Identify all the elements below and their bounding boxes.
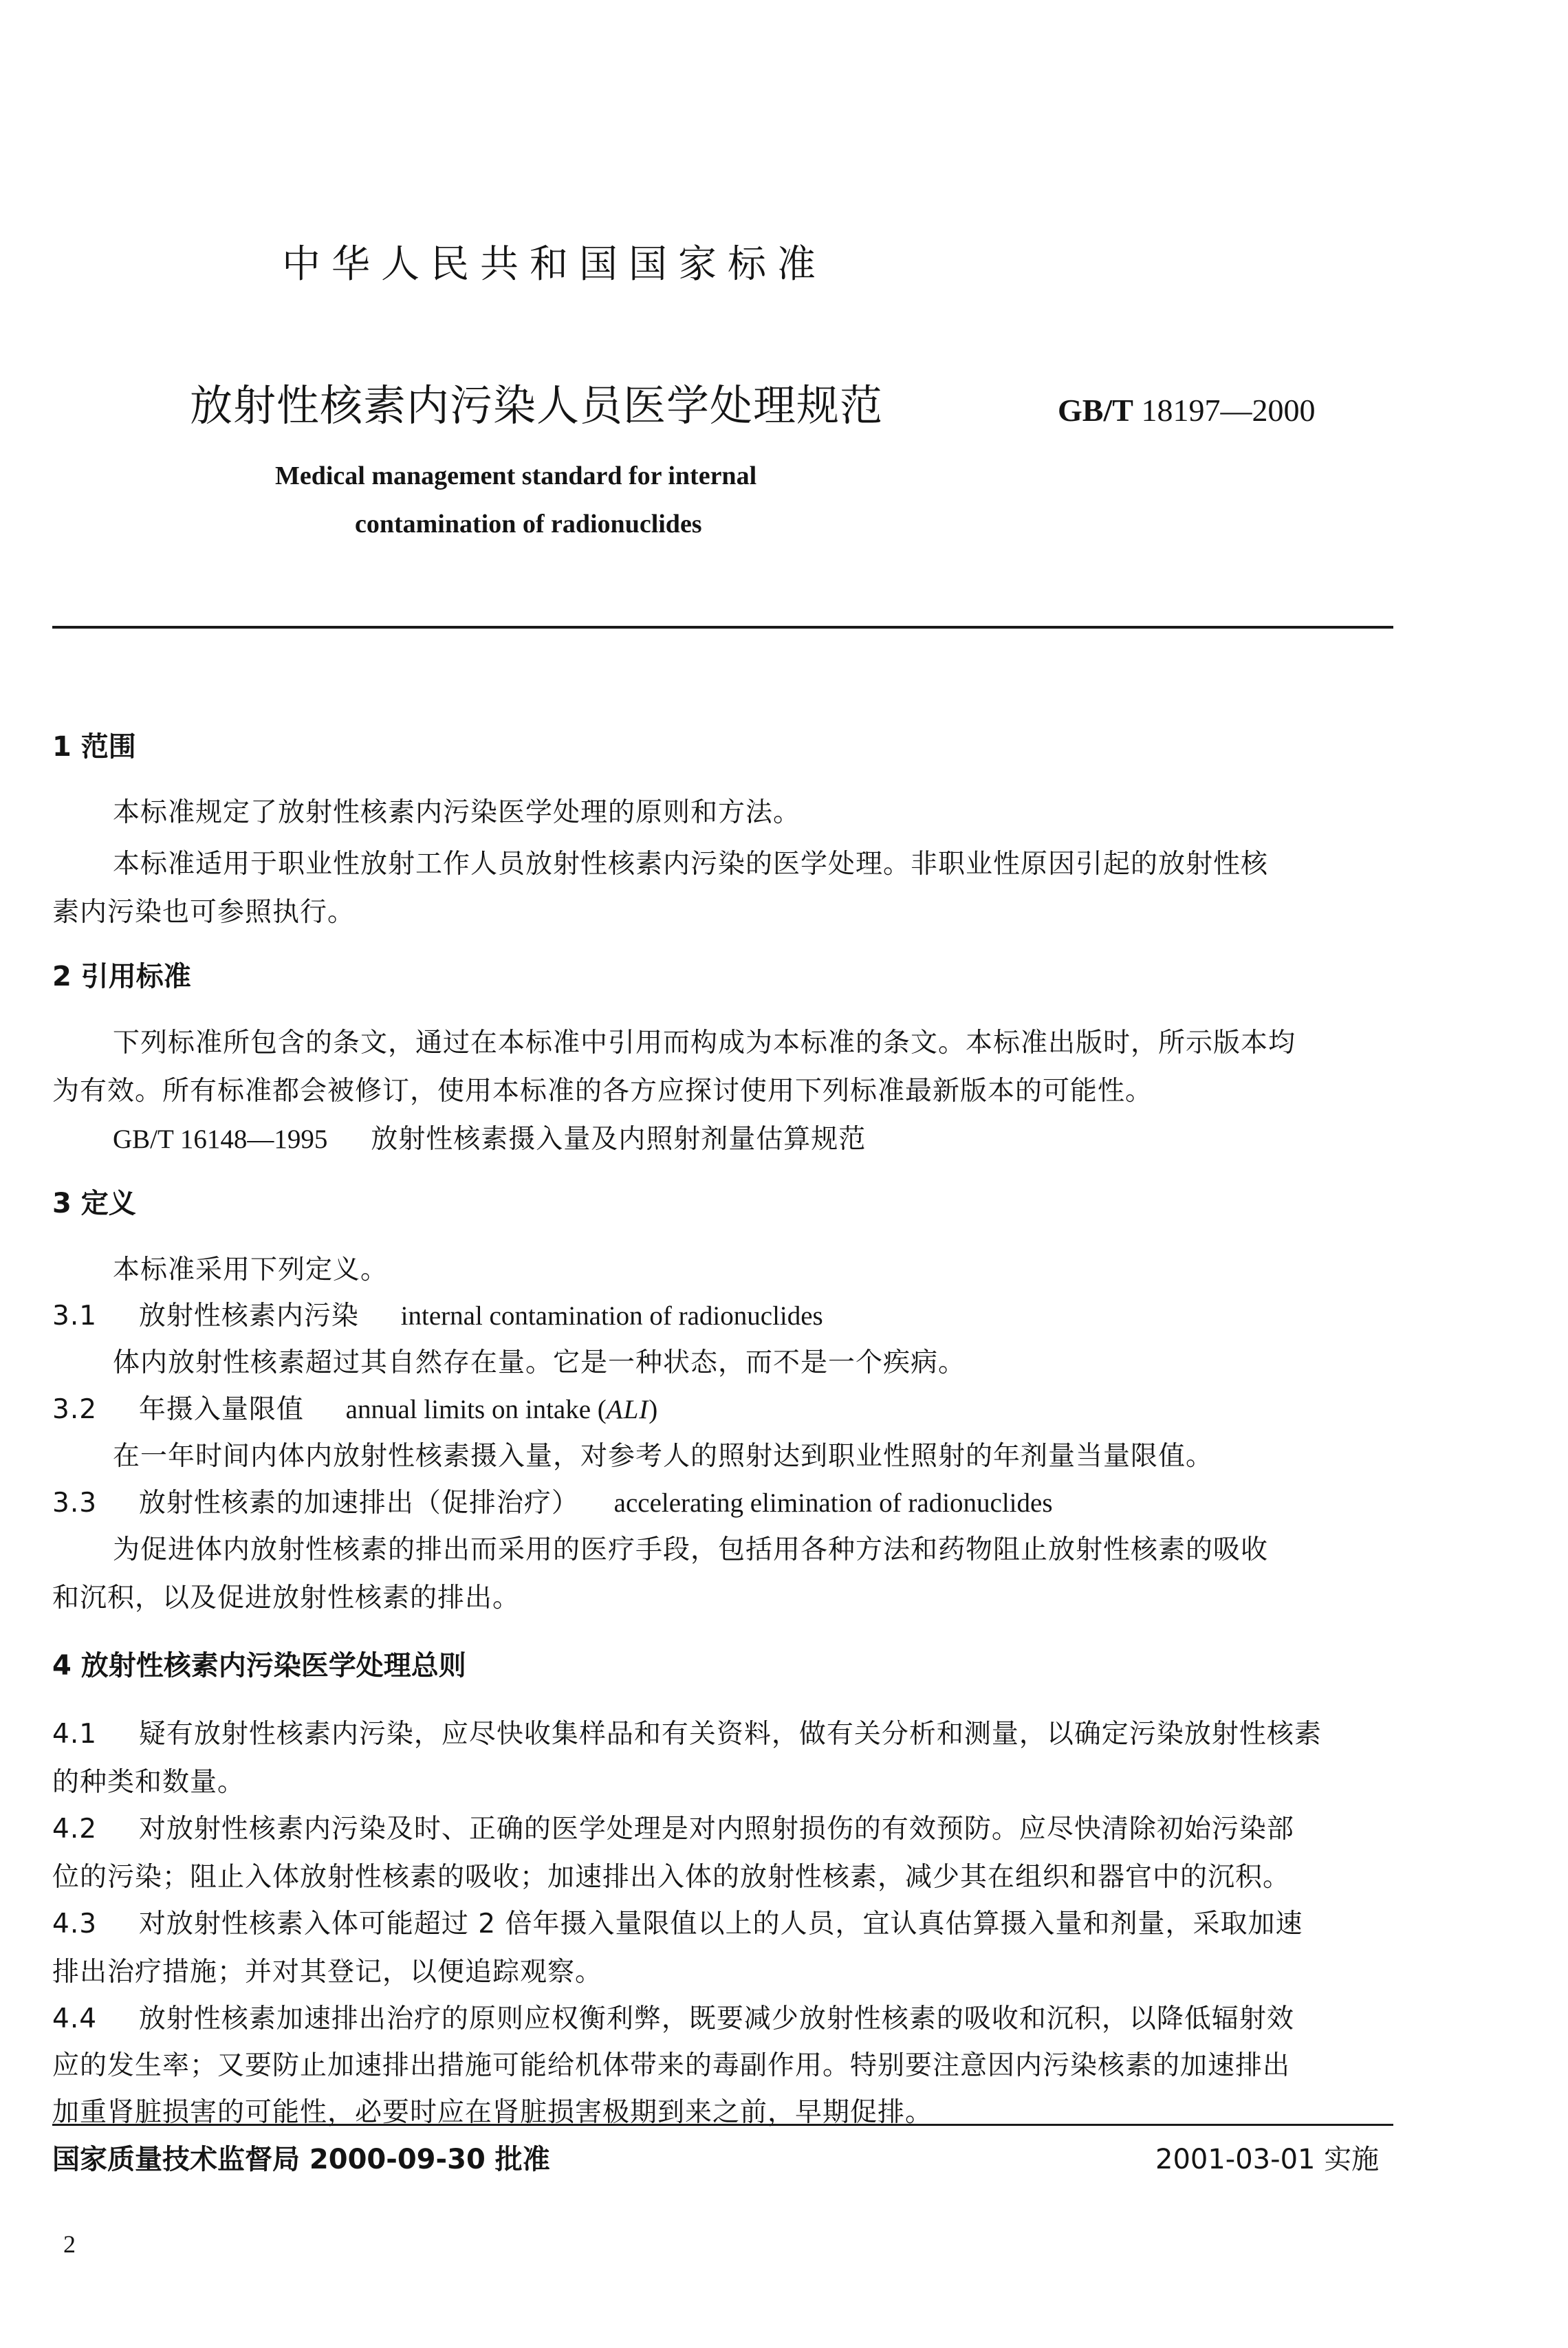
section-2-para-line2: 为有效。所有标准都会被修订，使用本标准的各方应探讨使用下列标准最新版本的可能性。 — [52, 1076, 1153, 1107]
definition-number: 3.1 — [52, 1301, 98, 1331]
clause-4-3-line1 — [52, 1902, 1303, 1941]
implementation-date: 2001-03-01 实施 — [1155, 2144, 1380, 2175]
section-3-intro: 本标准采用下列定义。 — [113, 1254, 389, 1285]
section-2-heading: 2 引用标准 — [52, 961, 191, 992]
definition-term-en: annual limits on intake ( — [345, 1395, 607, 1424]
clause-4-3-line2: 排出治疗措施；并对其登记，以便追踪观察。 — [52, 1957, 603, 1988]
definition-number: 3.2 — [52, 1394, 98, 1425]
standard-code: GB/T — [1058, 393, 1133, 428]
definition-3-3-text-line1: 为促进体内放射性核素的排出而采用的医疗手段，包括用各种方法和药物阻止放射性核素的吸收 — [113, 1534, 1269, 1565]
page-number: 2 — [63, 2230, 76, 2258]
clause-number: 4.2 — [52, 1814, 98, 1845]
section-1-para-2-line1: 本标准适用于职业性放射工作人员放射性核素内污染的医学处理。非职业性原因引起的放射性核 — [113, 849, 1269, 880]
footer-divider — [52, 2124, 1393, 2126]
country-standard-label: 中华人民共和国国家标准 — [282, 242, 827, 287]
clause-4-4-line2: 应的发生率；又要防止加速排出措施可能给机体带来的毒副作用。特别要注意因内污染核素的加速排出 — [52, 2050, 1291, 2081]
clause-4-4-line3: 加重肾脏损害的可能性，必要时应在肾脏损害极期到来之前，早期促排。 — [52, 2097, 933, 2128]
section-3-heading: 3 定义 — [52, 1188, 136, 1219]
clause-number: 4.3 — [52, 1909, 98, 1939]
definition-number: 3.3 — [52, 1488, 98, 1519]
standard-title-en-line1: Medical management standard for internal — [275, 461, 757, 490]
definition-3-3-text-line2: 和沉积，以及促进放射性核素的排出。 — [52, 1583, 521, 1613]
clause-4-1-line2: 的种类和数量。 — [52, 1767, 246, 1798]
definition-abbreviation: ALI — [606, 1395, 649, 1424]
section-2-para-line1: 下列标准所包含的条文，通过在本标准中引用而构成为本标准的条文。本标准出版时，所示版本均 — [113, 1028, 1296, 1058]
clause-4-2-line2: 位的污染；阻止入体放射性核素的吸收；加速排出入体的放射性核素，减少其在组织和器官中的沉积。 — [52, 1862, 1291, 1893]
clause-text: 放射性核素加速排出治疗的原则应权衡利弊，既要减少放射性核素的吸收和沉积，以降低辐射效 — [138, 2003, 1294, 2034]
definition-term: 年摄入量限值 — [138, 1394, 304, 1425]
definition-term-en-close: ) — [649, 1395, 658, 1424]
standard-year: 18197—2000 — [1141, 393, 1316, 428]
clause-number: 4.1 — [52, 1719, 98, 1750]
header-divider — [52, 626, 1393, 629]
definition-term-en: accelerating elimination of radionuclides — [613, 1488, 1053, 1518]
section-1-para-2-line2: 素内污染也可参照执行。 — [52, 897, 356, 928]
clause-4-1-line1 — [52, 1713, 1322, 1751]
clause-4-2-line1 — [52, 1807, 1294, 1846]
definition-term: 放射性核素内污染 — [138, 1301, 359, 1331]
clause-number: 4.4 — [52, 2003, 98, 2034]
reference-title: 放射性核素摄入量及内照射剂量估算规范 — [371, 1124, 867, 1155]
section-1-heading: 1 范围 — [52, 731, 136, 763]
standard-title-en-line2: contamination of radionuclides — [355, 510, 702, 539]
section-2-reference — [113, 1118, 866, 1156]
definition-3-1 — [52, 1294, 823, 1333]
approval-line: 国家质量技术监督局 2000-09-30 批准 — [52, 2144, 550, 2175]
clause-text: 对放射性核素入体可能超过 2 倍年摄入量限值以上的人员，宜认真估算摄入量和剂量，采取加速 — [138, 1909, 1303, 1939]
reference-code: GB/T 16148—1995 — [113, 1124, 328, 1154]
definition-term: 放射性核素的加速排出（促排治疗） — [138, 1488, 579, 1519]
standard-title-cn: 放射性核素内污染人员医学处理规范 — [190, 380, 884, 431]
definition-term-en: internal contamination of radionuclides — [400, 1301, 823, 1331]
definition-3-2 — [52, 1388, 657, 1426]
section-4-heading: 4 放射性核素内污染医学处理总则 — [52, 1650, 466, 1682]
definition-3-1-text: 体内放射性核素超过其自然存在量。它是一种状态，而不是一个疾病。 — [113, 1347, 966, 1378]
definition-3-3 — [52, 1481, 1053, 1520]
clause-4-4-line1 — [52, 1997, 1294, 2036]
definition-3-2-text: 在一年时间内体内放射性核素摄入量，对参考人的照射达到职业性照射的年剂量当量限值。 — [113, 1441, 1214, 1472]
standard-number — [1058, 392, 1315, 428]
section-1-para-1: 本标准规定了放射性核素内污染医学处理的原则和方法。 — [113, 797, 801, 828]
clause-text: 对放射性核素内污染及时、正确的医学处理是对内照射损伤的有效预防。应尽快清除初始污染部 — [138, 1814, 1294, 1845]
clause-text: 疑有放射性核素内污染，应尽快收集样品和有关资料，做有关分析和测量，以确定污染放射性核素 — [138, 1719, 1322, 1750]
